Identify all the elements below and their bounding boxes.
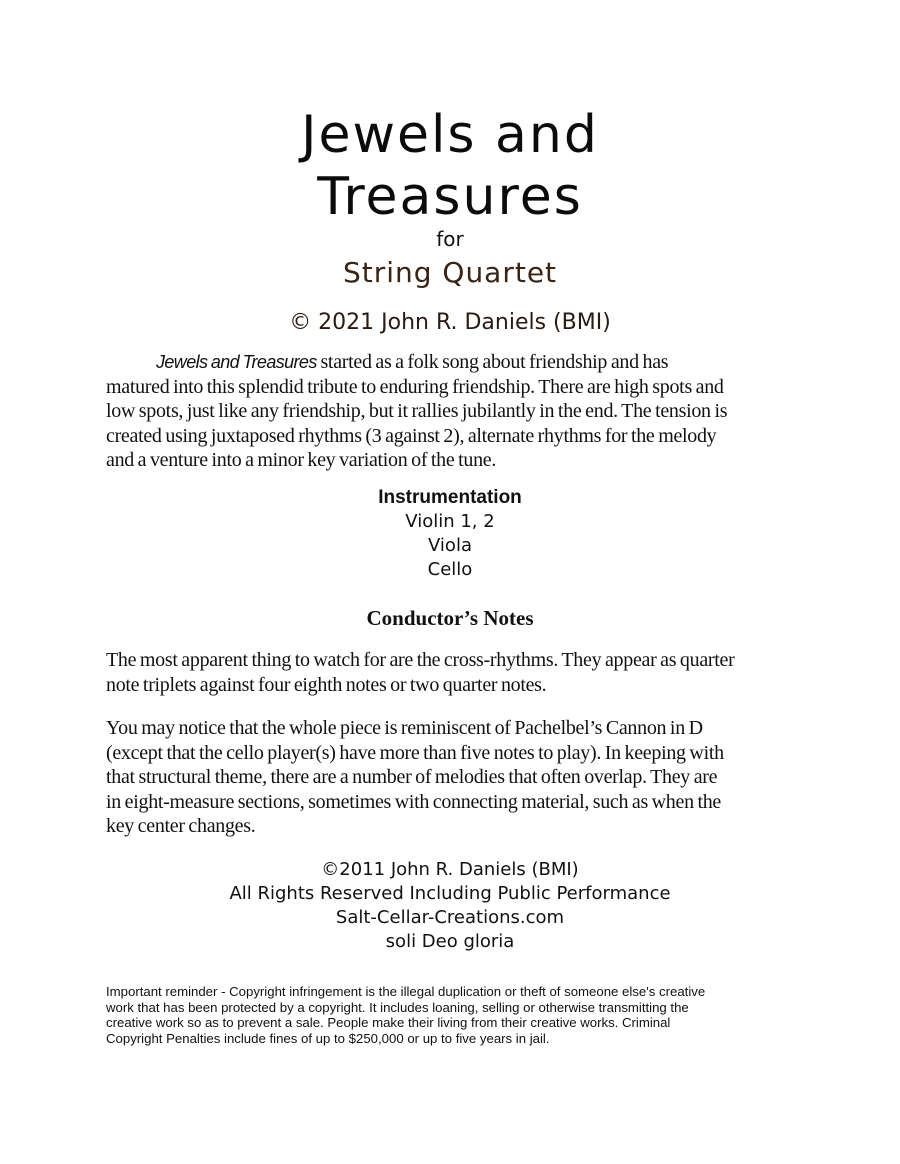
credit-rights: All Rights Reserved Including Public Performance	[229, 883, 671, 904]
notes-line: in eight-measure sections, sometimes with connecting material, such as when the	[106, 790, 722, 813]
conductors-notes-paragraph-2	[106, 716, 806, 839]
intro-line-2: matured into this splendid tribute to enduring friendship. There are high spots and	[106, 375, 724, 398]
title-line-1: Jewels and	[301, 105, 599, 165]
intro-paragraph	[106, 350, 796, 473]
conductors-notes-heading: Conductor’s Notes	[366, 606, 534, 630]
notes-line: note triplets against four eighth notes or two quarter notes.	[106, 673, 547, 696]
work-title: Jewels and Treasures	[156, 352, 317, 372]
instrumentation-block	[0, 486, 900, 582]
credits-block	[0, 858, 900, 954]
notes-line: You may notice that the whole piece is reminiscent of Pachelbel’s Cannon in D	[106, 717, 703, 739]
instrument-item: Viola	[428, 535, 472, 556]
copyright-reminder	[106, 984, 796, 1046]
subtitle: String Quartet	[342, 256, 558, 289]
intro-line-1: Jewels and Treasures started as a folk song about friendship and has	[156, 351, 669, 373]
instrument-item: Violin 1, 2	[405, 511, 495, 532]
reminder-line: Important reminder - Copyright infringement is the illegal duplication or theft of someone else's creative	[106, 984, 706, 999]
page-title	[0, 104, 900, 228]
for-label: for	[436, 227, 464, 251]
credit-website: Salt-Cellar-Creations.com	[335, 907, 565, 928]
copyright-heading: © 2021 John R. Daniels (BMI)	[289, 310, 611, 335]
reminder-line: Copyright Penalties include fines of up to $250,000 or up to five years in jail.	[106, 1030, 550, 1046]
intro-line-5: and a venture into a minor key variation of the tune.	[106, 449, 497, 471]
notes-line: that structural theme, there are a number of melodies that often overlap. They are	[106, 766, 718, 788]
conductors-notes-paragraph-1	[106, 648, 806, 697]
instrument-item: Cello	[427, 559, 473, 580]
reminder-line: work that has been protected by a copyright. It includes loaning, selling or otherwise transmitting the	[106, 999, 689, 1015]
reminder-line: creative work so as to prevent a sale. People make their living from their creative works. Criminal	[106, 1015, 671, 1031]
title-line-2: Treasures	[317, 167, 583, 227]
intro-line-3: low spots, just like any friendship, but it rallies jubilantly in the end. The tension is	[106, 400, 728, 422]
notes-line: key center changes.	[106, 815, 256, 837]
instrumentation-heading: Instrumentation	[378, 487, 522, 508]
notes-line: (except that the cello player(s) have more than five notes to play). In keeping with	[106, 741, 724, 764]
notes-line: The most apparent thing to watch for are the cross-rhythms. They appear as quarter	[106, 649, 735, 671]
intro-line-4: created using juxtaposed rhythms (3 against 2), alternate rhythms for the melody	[106, 424, 717, 447]
credit-dedication: soli Deo gloria	[385, 931, 515, 952]
credit-copyright: ©2011 John R. Daniels (BMI)	[321, 859, 579, 880]
